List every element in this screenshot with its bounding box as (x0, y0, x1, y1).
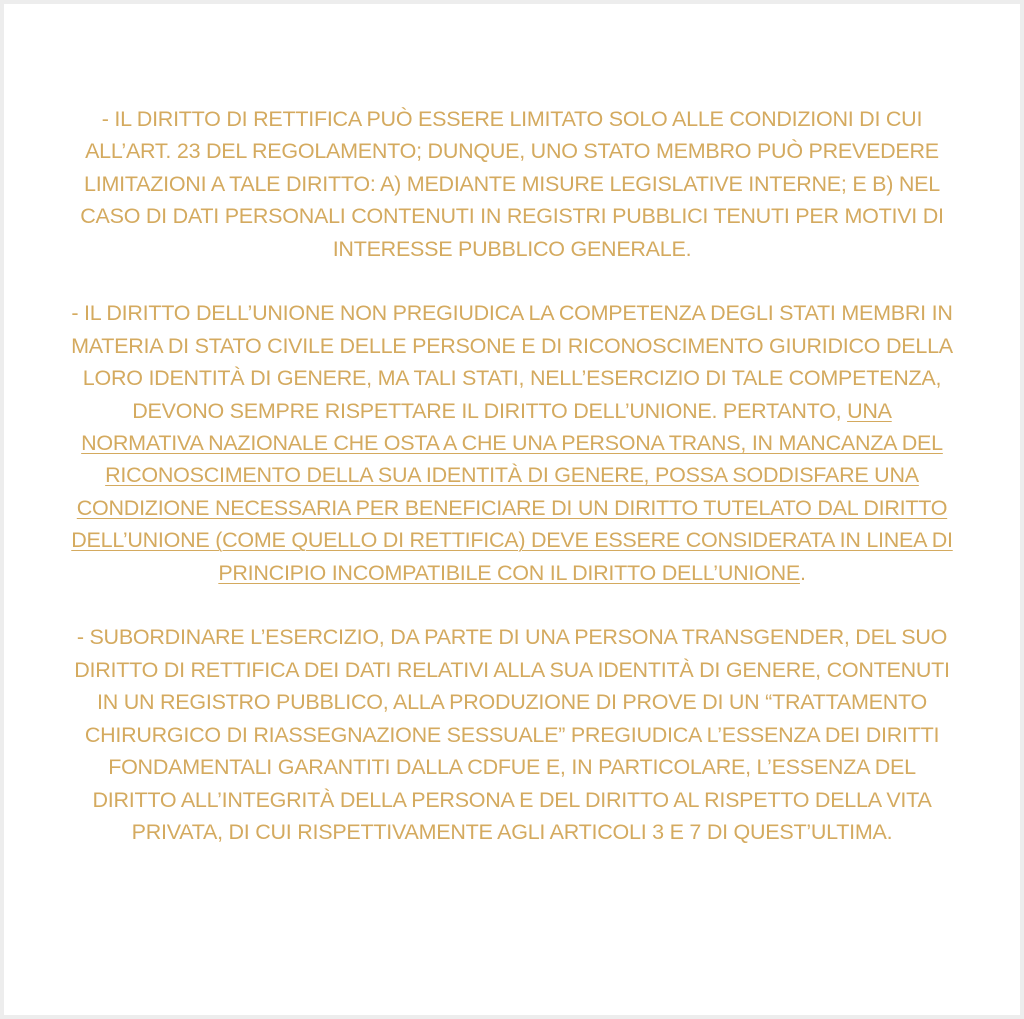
paragraph-2-text-before: - IL DIRITTO DELL’UNIONE NON PREGIUDICA LA COMPETENZA DEGLI STATI MEMBRI IN MATERIA DI STATO CIVILE DELLE PERSONE E DI RICONOSCIMENTO GIURIDICO DELLA LORO IDENTITÀ DI GENERE, MA TALI STATI, NELL’ESERCIZIO DI TALE COMPETENZA, DEVONO SEMPRE RISPETTARE IL DIRITTO DELL’UNIONE. PERTANTO, (71, 301, 953, 423)
paragraph-3-text: - SUBORDINARE L’ESERCIZIO, DA PARTE DI UNA PERSONA TRANSGENDER, DEL SUO DIRITTO DI RETTIFICA DEI DATI RELATIVI ALLA SUA IDENTITÀ DI GENERE, CONTENUTI IN UN REGISTRO PUBBLICO, ALLA PRODUZIONE DI PROVE DI UN “TRATTAMENTO CHIRURGICO DI RIASSEGNAZIONE SESSUALE” PREGIUDICA L’ESSENZA DEI DIRITTI FONDAMENTALI GARANTITI DALLA CDFUE E, IN PARTICOLARE, L’ESSENZA DEL DIRITTO ALL’INTEGRITÀ DELLA PERSONA E DEL DIRITTO AL RISPETTO DELLA VITA PRIVATA, DI CUI RISPETTIVAMENTE AGLI ARTICOLI 3 E 7 DI QUEST’ULTIMA. (74, 625, 950, 844)
paragraph-2-underlined-text: UNA NORMATIVA NAZIONALE CHE OSTA A CHE UNA PERSONA TRANS, IN MANCANZA DEL RICONOSCIMENTO DELLA SUA IDENTITÀ DI GENERE, POSSA SODDISFARE UNA CONDIZIONE NECESSARIA PER BENEFICIARE DI UN DIRITTO TUTELATO DAL DIRITTO DELL’UNIONE (COME QUELLO DI RETTIFICA) DEVE ESSERE CONSIDERATA IN LINEA DI PRINCIPIO INCOMPATIBILE CON IL DIRITTO DELL’UNIONE (71, 398, 953, 585)
paragraph-1-text: - IL DIRITTO DI RETTIFICA PUÒ ESSERE LIMITATO SOLO ALLE CONDIZIONI DI CUI ALL’ART. 23 DEL REGOLAMENTO; DUNQUE, UNO STATO MEMBRO PUÒ PREVEDERE LIMITAZIONI A TALE DIRITTO: A) MEDIANTE MISURE LEGISLATIVE INTERNE; E B) NEL CASO DI DATI PERSONALI CONTENUTI IN REGISTRI PUBBLICI TENUTI PER MOTIVI DI INTERESSE PUBBLICO GENERALE. (80, 107, 944, 261)
paragraph-2 (70, 297, 954, 589)
paragraph-2-text-after: . (799, 560, 806, 585)
document-page (4, 4, 1020, 1015)
paragraph-3 (70, 621, 954, 848)
paragraph-1 (70, 103, 954, 265)
document-body (70, 103, 954, 848)
